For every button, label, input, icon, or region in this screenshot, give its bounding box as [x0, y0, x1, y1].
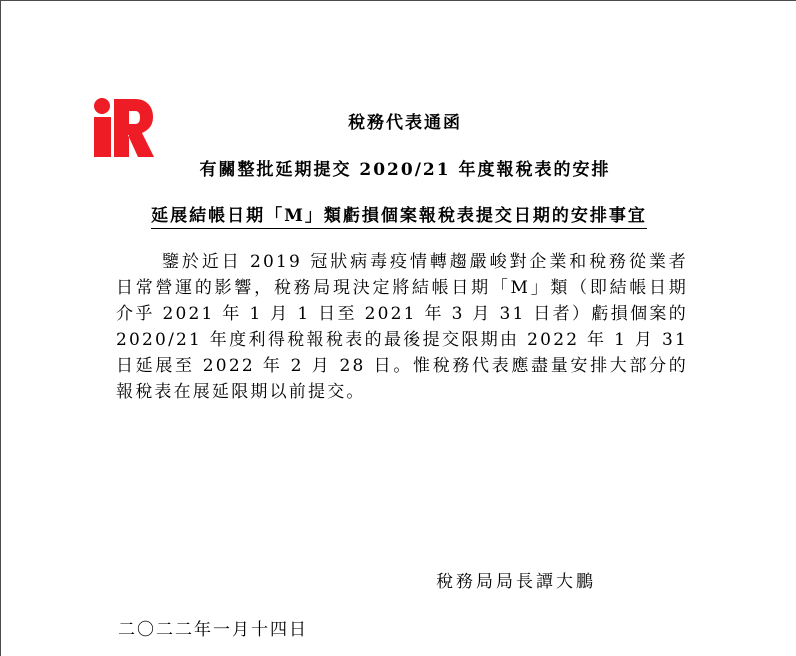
circular-topic [1, 205, 796, 227]
circular-title: 稅務代表通函 [348, 113, 462, 133]
issue-date: 二〇二二年一月十四日 [118, 620, 308, 640]
circular-body-paragraph: 鑒於近日 2019 冠狀病毒疫情轉趨嚴峻對企業和稅務從業者日常營運的影響，稅務局現決定將結帳日期「M」類（即結帳日期介乎 2021 年 1 月 1 日至 2021 年 3 月 31 日者）虧損個案的 2020/21 年度利得稅報稅表的最後提交限期由 2022 年 1 月 31 日延展至 2022 年 2 月 28 日。惟稅務代表應盡量安排大部分的報稅表在展延限期以前提交。 [116, 252, 688, 402]
circular-subtitle: 有關整批延期提交 2020/21 年度報稅表的安排 [199, 160, 611, 180]
signature-line: 稅務局局長譚大鵬 [436, 572, 596, 592]
circular-topic-text: 延展結帳日期「M」類虧損個案報稅表提交日期的安排事宜 [151, 206, 647, 229]
